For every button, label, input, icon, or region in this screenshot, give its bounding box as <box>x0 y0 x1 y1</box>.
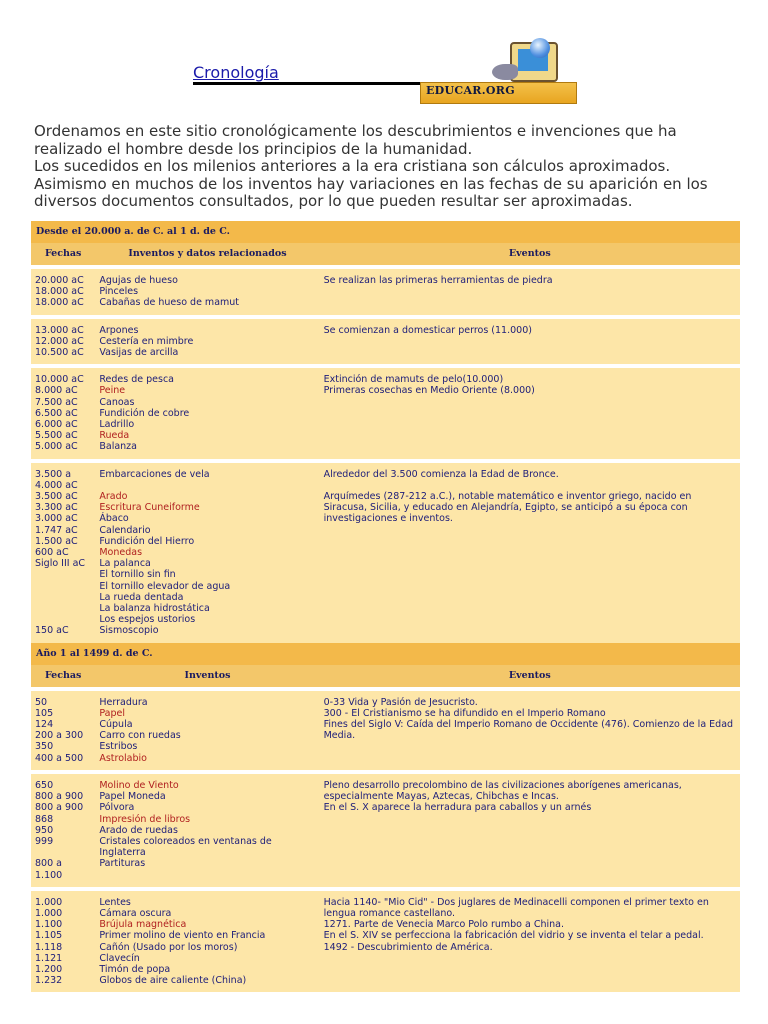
title-divider <box>193 82 421 85</box>
inventions-cell <box>95 770 319 887</box>
event-text: Pleno desarrollo precolombino de las civilizaciones aborígenes americanas, especialmente Mayas, Aztecas, Chibchas e Incas. <box>323 779 682 803</box>
invention-item: Carro con ruedas <box>99 730 181 742</box>
date-value: 50 <box>35 696 48 708</box>
inventions-cell <box>95 315 319 365</box>
invention-item: Balanza <box>99 441 137 453</box>
invention-item: Cristales coloreados en ventanas de Inglaterra <box>99 835 272 859</box>
invention-item: Cámara oscura <box>99 907 172 919</box>
invention-item: Canoas <box>99 396 135 408</box>
date-value: 800 a <box>35 858 62 870</box>
invention-link[interactable]: Impresión de libros <box>99 813 191 825</box>
educar-logo[interactable] <box>420 38 577 104</box>
event-text: En el S. XIV se perfecciona la fabricación del vidrio y se inventa el telar a pedal. <box>323 930 704 942</box>
date-value: 12.000 aC <box>35 335 84 347</box>
intro-text <box>34 123 739 211</box>
dates-cell <box>31 887 95 993</box>
table-row <box>31 315 740 365</box>
table-row <box>31 265 740 315</box>
date-value <box>35 603 91 614</box>
invention-item: Cúpula <box>99 719 133 731</box>
date-value: 6.000 aC <box>35 419 78 431</box>
timeline-table <box>31 221 740 992</box>
date-value: 950 <box>35 824 54 836</box>
invention-item <box>99 480 315 491</box>
invention-item: Arado de ruedas <box>99 824 178 836</box>
date-value: 3.500 a <box>35 468 72 480</box>
date-value: 3.300 aC <box>35 502 78 514</box>
events-cell <box>320 687 740 770</box>
header-fechas: Fechas <box>31 243 95 265</box>
event-text: 0-33 Vida y Pasión de Jesucristo. <box>323 696 478 708</box>
date-value: 13.000 aC <box>35 324 84 336</box>
header-eventos: Eventos <box>320 665 740 687</box>
date-value: 1.500 aC <box>35 535 78 547</box>
date-value: 350 <box>35 741 54 753</box>
inventions-cell <box>95 887 319 993</box>
invention-item: Clavecín <box>99 952 140 964</box>
invention-item: Fundición del Hierro <box>99 535 195 547</box>
invention-link[interactable]: Brújula magnética <box>99 919 187 931</box>
event-text: Alrededor del 3.500 comienza la Edad de Bronce. <box>323 468 559 480</box>
column-header-row <box>31 243 740 265</box>
events-cell <box>320 315 740 365</box>
header-inventos: Inventos <box>95 665 319 687</box>
invention-link[interactable]: Arado <box>99 491 128 503</box>
invention-item: Timón de popa <box>99 963 171 975</box>
event-text: Se realizan las primeras herramientas de piedra <box>323 275 553 286</box>
invention-item: Agujas de hueso <box>99 275 178 286</box>
date-value: 18.000 aC <box>35 297 84 309</box>
invention-item: Pólvora <box>99 802 135 814</box>
date-value: 800 a 900 <box>35 791 84 803</box>
section-title: Año 1 al 1499 d. de C. <box>31 643 740 665</box>
date-value: 1.200 <box>35 963 63 975</box>
date-value: 124 <box>35 719 54 731</box>
invention-item: Cabañas de hueso de mamut <box>99 297 240 309</box>
inventions-cell <box>95 265 319 315</box>
date-value: 600 aC <box>35 547 69 559</box>
intro-paragraph-2: Los sucedidos en los milenios anteriores a la era cristiana son cálculos aproximados. <box>34 157 671 175</box>
event-text: 1492 - Descubrimiento de América. <box>323 941 493 953</box>
invention-item: Sismoscopio <box>99 625 159 637</box>
events-cell <box>320 364 740 458</box>
invention-item: La balanza hidrostática <box>99 603 210 615</box>
invention-item: La palanca <box>99 558 151 570</box>
invention-item: Partituras <box>99 858 146 870</box>
invention-item: Redes de pesca <box>99 374 174 386</box>
dates-cell <box>31 770 95 887</box>
date-value: 200 a 300 <box>35 730 84 742</box>
invention-item: La rueda dentada <box>99 591 184 603</box>
globe-icon <box>530 38 550 58</box>
invention-link[interactable]: Papel <box>99 707 125 719</box>
intro-paragraph-1: Ordenamos en este sitio cronológicamente los descubrimientos e invenciones que ha realizado el hombre desde los principios de la humanidad. <box>34 122 677 158</box>
date-value: 10.500 aC <box>35 347 84 359</box>
date-value: 1.000 <box>35 896 63 908</box>
logo-text: EDUCAR.ORG <box>426 84 515 97</box>
date-value: 400 a 500 <box>35 752 84 764</box>
hand-icon <box>492 64 518 80</box>
events-cell <box>320 887 740 993</box>
invention-item: Embarcaciones de vela <box>99 468 210 480</box>
date-value: 150 aC <box>35 625 69 637</box>
invention-item: Ábaco <box>99 513 129 525</box>
date-value: 3.000 aC <box>35 513 78 525</box>
dates-cell <box>31 315 95 365</box>
event-text: 300 - El Cristianismo se ha difundido en el Imperio Romano <box>323 707 606 719</box>
invention-item: Cestería en mimbre <box>99 335 194 347</box>
date-value: 1.747 aC <box>35 524 78 536</box>
table-row <box>31 687 740 770</box>
date-value: 1.100 <box>35 919 63 931</box>
invention-item: Cañón (Usado por los moros) <box>99 941 238 953</box>
event-text: Extinción de mamuts de pelo(10.000) <box>323 374 504 386</box>
section-title-row <box>31 221 740 243</box>
date-value: 18.000 aC <box>35 286 84 298</box>
invention-item: Fundición de cobre <box>99 407 190 419</box>
invention-link[interactable]: Monedas <box>99 547 143 559</box>
date-value: 105 <box>35 707 54 719</box>
invention-item: Globos de aire caliente (China) <box>99 975 247 987</box>
date-value: 1.232 <box>35 975 63 987</box>
event-text: En el S. X aparece la herradura para caballos y un arnés <box>323 802 592 814</box>
invention-link[interactable]: Peine <box>99 385 126 397</box>
date-value: 1.000 <box>35 907 63 919</box>
events-cell <box>320 770 740 887</box>
inventions-cell <box>95 459 319 643</box>
date-value: 999 <box>35 835 54 847</box>
page-header <box>0 0 768 120</box>
dates-cell <box>31 459 95 643</box>
event-text: Arquímedes (287-212 a.C.), notable matemático e inventor griego, nacido en Siracusa, Sicilia, y educado en Alejandría, Egipto, se anticipó a su época con investigaciones e inventos. <box>323 491 692 525</box>
date-value: 1.105 <box>35 930 63 942</box>
section-title-row <box>31 643 740 665</box>
event-text: Fines del Siglo V: Caída del Imperio Romano de Occidente (476). Comienzo de la Edad Media. <box>323 719 734 742</box>
invention-link[interactable]: Rueda <box>99 430 130 442</box>
header-eventos: Eventos <box>320 243 740 265</box>
table-row <box>31 770 740 887</box>
dates-cell <box>31 687 95 770</box>
date-value: 5.000 aC <box>35 441 78 453</box>
event-text <box>324 480 736 491</box>
date-value: 1.100 <box>35 869 63 881</box>
dates-cell <box>31 265 95 315</box>
date-value <box>35 847 91 858</box>
inventions-cell <box>95 364 319 458</box>
invention-item: El tornillo elevador de agua <box>99 580 231 592</box>
event-text: 1271. Parte de Venecia Marco Polo rumbo a China. <box>323 919 564 931</box>
invention-item: Primer molino de viento en Francia <box>99 930 266 942</box>
header-inventos: Inventos y datos relacionados <box>95 243 319 265</box>
invention-item: Herradura <box>99 696 148 708</box>
invention-item: El tornillo sin fin <box>99 569 176 581</box>
date-value <box>35 592 91 603</box>
intro-paragraph-3: Asimismo en muchos de los inventos hay variaciones en las fechas de su aparición en los diversos documentos consultados, por lo que pueden resultar ser aproximadas. <box>34 174 708 210</box>
date-value: 8.000 aC <box>35 385 78 397</box>
invention-item: Papel Moneda <box>99 791 166 803</box>
table-row <box>31 459 740 643</box>
date-value: 800 a 900 <box>35 802 84 814</box>
invention-link[interactable]: Escritura Cuneiforme <box>99 502 200 514</box>
date-value <box>35 614 91 625</box>
events-cell <box>320 459 740 643</box>
date-value: 6.500 aC <box>35 407 78 419</box>
invention-item: Estribos <box>99 741 138 753</box>
date-value: 5.500 aC <box>35 430 78 442</box>
header-fechas: Fechas <box>31 665 95 687</box>
event-text: Se comienzan a domesticar perros (11.000) <box>323 324 532 336</box>
invention-link[interactable]: Molino de Viento <box>99 779 179 791</box>
column-header-row <box>31 665 740 687</box>
date-value: 4.000 aC <box>35 479 78 491</box>
dates-cell <box>31 364 95 458</box>
event-text: Primeras cosechas en Medio Oriente (8.000) <box>323 385 535 397</box>
invention-item: Los espejos ustorios <box>99 614 196 626</box>
section-title: Desde el 20.000 a. de C. al 1 d. de C. <box>31 221 740 243</box>
invention-item: Pinceles <box>99 286 139 298</box>
date-value <box>35 581 91 592</box>
date-value: 3.500 aC <box>35 491 78 503</box>
invention-link[interactable]: Astrolabio <box>99 752 147 764</box>
events-cell <box>320 265 740 315</box>
inventions-cell <box>95 687 319 770</box>
invention-item: Ladrillo <box>99 419 135 431</box>
invention-item: Vasijas de arcilla <box>99 347 179 359</box>
table-row <box>31 887 740 993</box>
date-value: Siglo III aC <box>35 558 86 570</box>
event-text: Hacia 1140- "Mio Cid" - Dos juglares de Medinacelli componen el primer texto en lengua romance castellano. <box>323 896 709 919</box>
date-value: 10.000 aC <box>35 374 84 386</box>
date-value: 7.500 aC <box>35 396 78 408</box>
page-title-link[interactable]: Cronología <box>193 63 279 82</box>
table-row <box>31 364 740 458</box>
date-value: 650 <box>35 779 54 791</box>
invention-item: Arpones <box>99 324 139 336</box>
date-value: 1.118 <box>35 941 63 953</box>
invention-item: Calendario <box>99 524 151 536</box>
date-value: 20.000 aC <box>35 275 84 286</box>
date-value: 868 <box>35 813 54 825</box>
date-value <box>35 569 91 580</box>
invention-item: Lentes <box>99 896 131 908</box>
date-value: 1.121 <box>35 952 63 964</box>
